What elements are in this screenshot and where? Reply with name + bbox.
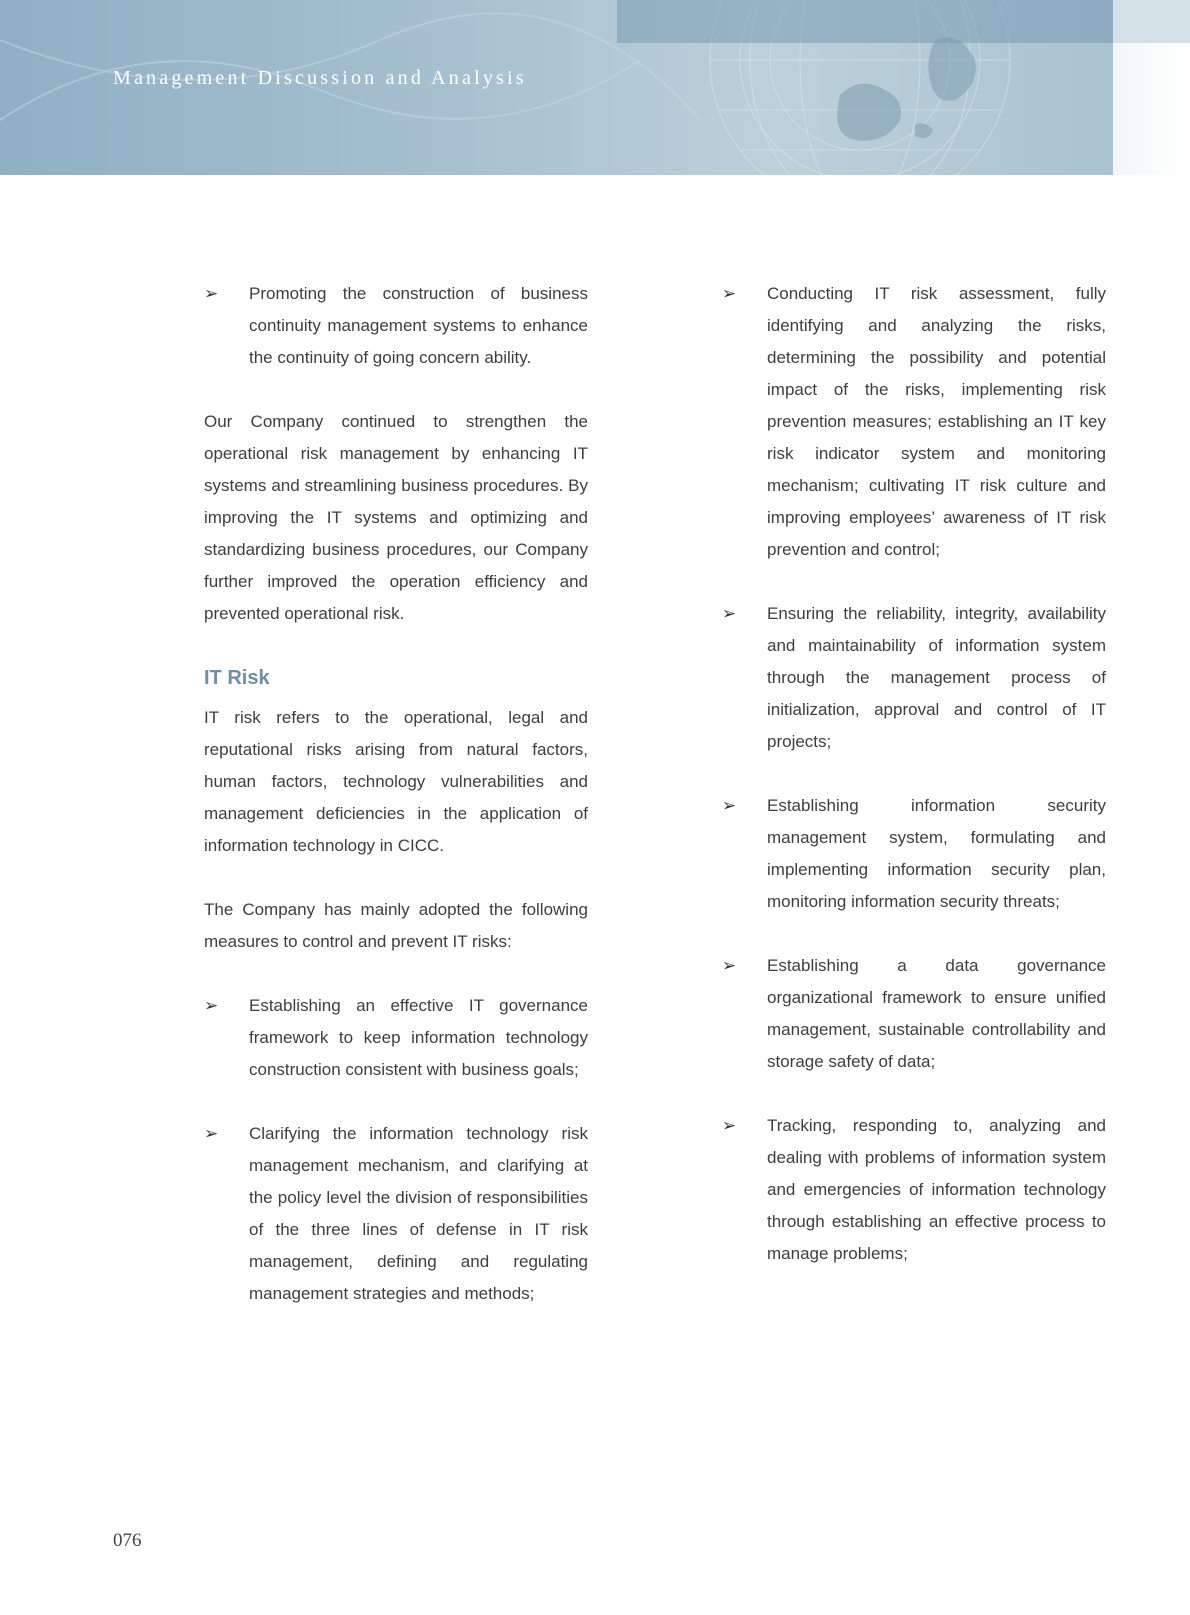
section-title: Management Discussion and Analysis xyxy=(113,67,527,89)
arrow-bullet-icon: ➢ xyxy=(722,796,737,815)
header-band xyxy=(617,0,1113,43)
arrow-bullet-icon: ➢ xyxy=(722,956,737,975)
bullet-item xyxy=(722,278,1106,566)
page-number: 076 xyxy=(113,1530,142,1551)
section-heading: IT Risk xyxy=(204,667,270,689)
bullet-item xyxy=(722,950,1106,1078)
bullet-text: Establishing an effective IT governance framework to keep information technology construction consistent with business goals; xyxy=(249,996,588,1079)
arrow-bullet-icon: ➢ xyxy=(204,284,219,303)
bullet-text: Conducting IT risk assessment, fully identifying and analyzing the risks, determining the possibility and potential impact of the risks, implementing risk prevention measures; establishing an IT key risk indicator system and monitoring mechanism; cultivating IT risk culture and improving employees’ awareness of IT risk prevention and control; xyxy=(767,284,1106,559)
arrow-bullet-icon: ➢ xyxy=(204,996,219,1015)
bullet-text: Establishing information security management system, formulating and implementing information security plan, monitoring information security threats; xyxy=(767,796,1106,911)
bullet-text: Tracking, responding to, analyzing and dealing with problems of information system and emergencies of information technology through establishing an effective process to manage problems; xyxy=(767,1116,1106,1263)
bullet-text: Clarifying the information technology risk management mechanism, and clarifying at the policy level the division of responsibilities of the three lines of defense in IT risk management, defining and regulating management strategies and methods; xyxy=(249,1124,588,1303)
paragraph: Our Company continued to strengthen the operational risk management by enhancing IT systems and streamlining business procedures. By improving the IT systems and optimizing and standardizing business procedures, our Company further improved the operation efficiency and prevented operational risk. xyxy=(204,412,588,623)
bullet-text: Establishing a data governance organizational framework to ensure unified management, sustainable controllability and storage safety of data; xyxy=(767,956,1106,1071)
bullet-text: Ensuring the reliability, integrity, availability and maintainability of information system through the management process of initialization, approval and control of IT projects; xyxy=(767,604,1106,751)
left-column xyxy=(204,278,588,1342)
bullet-item xyxy=(204,1118,588,1310)
bullet-item xyxy=(722,1110,1106,1270)
arrow-bullet-icon: ➢ xyxy=(722,1116,737,1135)
paragraph: IT risk refers to the operational, legal and reputational risks arising from natural factors, human factors, technology vulnerabilities and management deficiencies in the application of information technology in CICC. xyxy=(204,708,588,855)
bullet-text: Promoting the construction of business continuity management systems to enhance the continuity of going concern ability. xyxy=(249,284,588,367)
header-edge xyxy=(1113,43,1190,175)
bullet-item xyxy=(204,278,588,374)
bullet-item xyxy=(722,790,1106,918)
header-strip xyxy=(1113,0,1190,43)
paragraph: The Company has mainly adopted the following measures to control and prevent IT risks: xyxy=(204,900,588,951)
right-column xyxy=(722,278,1106,1302)
arrow-bullet-icon: ➢ xyxy=(722,604,737,623)
bullet-item xyxy=(722,598,1106,758)
arrow-bullet-icon: ➢ xyxy=(722,284,737,303)
arrow-bullet-icon: ➢ xyxy=(204,1124,219,1143)
bullet-item xyxy=(204,990,588,1086)
